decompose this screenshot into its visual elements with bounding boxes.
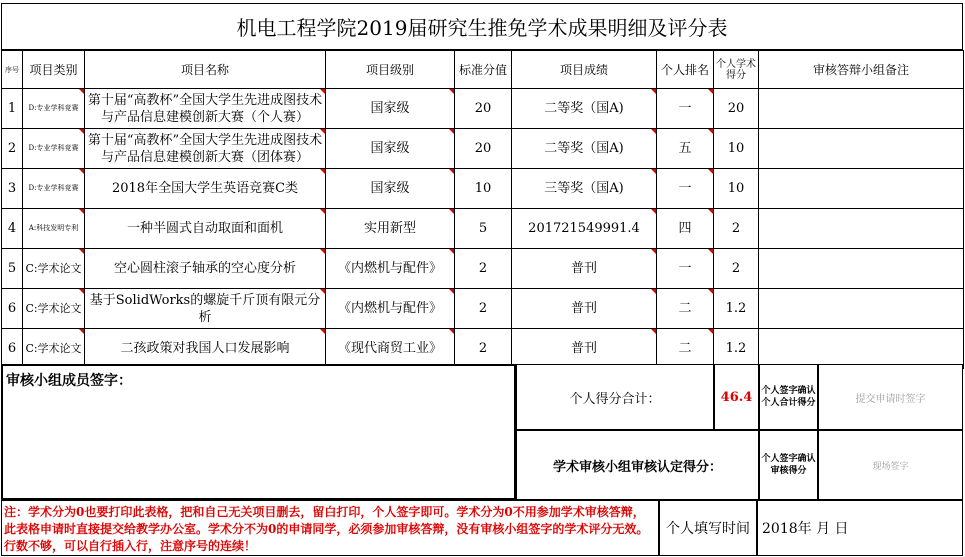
row-seq: 6 <box>2 329 23 369</box>
row-personal-score: 1.2 <box>714 289 759 329</box>
row-remarks[interactable] <box>759 329 964 369</box>
row-standard-score: 10 <box>455 169 512 209</box>
header-seq: 序号 <box>2 51 23 89</box>
review-score-label: 学术审核小组审核认定得分： <box>516 430 759 500</box>
header-level: 项目级别 <box>326 51 455 89</box>
row-standard-score: 2 <box>455 329 512 369</box>
row-name: 二孩政策对我国人口发展影响 <box>85 329 326 369</box>
row-rank: 一 <box>657 169 714 209</box>
sheet-title: 机电工程学院2019届研究生推免学术成果明细及评分表 <box>1 3 963 50</box>
row-remarks[interactable] <box>759 169 964 209</box>
row-seq: 2 <box>2 129 23 169</box>
row-rank: 一 <box>657 249 714 289</box>
header-name: 项目名称 <box>85 51 326 89</box>
submit-sign-field[interactable]: 提交申请时签字 <box>818 364 963 430</box>
signature-label: 审核小组成员签字： <box>6 373 132 389</box>
row-standard-score: 20 <box>455 89 512 129</box>
total-value: 46.4 <box>714 364 759 430</box>
row-remarks[interactable] <box>759 249 964 289</box>
table-row <box>2 169 964 209</box>
table-row <box>2 209 964 249</box>
row-result: 201721549991.4 <box>512 209 657 249</box>
row-category: D:专业学科竞赛 <box>23 89 85 129</box>
row-personal-score: 10 <box>714 129 759 169</box>
row-level: 国家级 <box>326 89 455 129</box>
header-category: 项目类别 <box>23 51 85 89</box>
row-seq: 5 <box>2 249 23 289</box>
row-rank: 二 <box>657 329 714 369</box>
header-personal-score: 个人学术得分 <box>714 51 759 89</box>
row-level: 《内燃机与配件》 <box>326 289 455 329</box>
header-result: 项目成绩 <box>512 51 657 89</box>
row-name: 2018年全国大学生英语竞赛C类 <box>85 169 326 209</box>
fill-time-field[interactable]: 2018年 月 日 <box>757 500 963 556</box>
note-text: 注：学术分为0也要打印此表格，把和自己无关项目删去，留白打印，个人签字即可。学术分为0不用参加学术审核答辩，此表格申请时直接提交给教学办公室。学术分不为0的申请同学，必须参加审核答辩，没有审核小组签字的学术评分无效。行数不够，可以自行插入行，注意序号的连续！ <box>4 505 649 553</box>
row-category: C:学术论文 <box>23 249 85 289</box>
confirm-review-label: 个人签字确认审核得分 <box>759 430 818 500</box>
row-result: 二等奖（国A) <box>512 89 657 129</box>
row-seq: 4 <box>2 209 23 249</box>
table-row <box>2 249 964 289</box>
row-result: 二等奖（国A) <box>512 129 657 169</box>
signature-box[interactable] <box>1 364 516 500</box>
row-level: 《现代商贸工业》 <box>326 329 455 369</box>
row-category: C:学术论文 <box>23 329 85 369</box>
row-category: D:专业学科竞赛 <box>23 169 85 209</box>
row-remarks[interactable] <box>759 289 964 329</box>
row-personal-score: 10 <box>714 169 759 209</box>
row-personal-score: 1.2 <box>714 329 759 369</box>
row-seq: 6 <box>2 289 23 329</box>
row-category: C:学术论文 <box>23 289 85 329</box>
header-standard-score: 标准分值 <box>455 51 512 89</box>
row-result: 普刊 <box>512 249 657 289</box>
row-result: 三等奖（国A) <box>512 169 657 209</box>
row-remarks[interactable] <box>759 209 964 249</box>
row-seq: 1 <box>2 89 23 129</box>
row-seq: 3 <box>2 169 23 209</box>
row-name: 空心圆柱滚子轴承的空心度分析 <box>85 249 326 289</box>
row-name: 第十届“高教杯”全国大学生先进成图技术与产品信息建模创新大赛（团体赛） <box>85 129 326 169</box>
row-remarks[interactable] <box>759 129 964 169</box>
table-row <box>2 89 964 129</box>
row-personal-score: 2 <box>714 209 759 249</box>
table-row <box>2 289 964 329</box>
row-result: 普刊 <box>512 289 657 329</box>
row-category: D:专业学科竞赛 <box>23 129 85 169</box>
row-result: 普刊 <box>512 329 657 369</box>
table-row <box>2 329 964 369</box>
row-rank: 二 <box>657 289 714 329</box>
header-remarks: 审核答辩小组备注 <box>759 51 964 89</box>
row-level: 《内燃机与配件》 <box>326 249 455 289</box>
row-standard-score: 20 <box>455 129 512 169</box>
header-rank: 个人排名 <box>657 51 714 89</box>
row-name: 基于SolidWorks的螺旋千斤顶有限元分析 <box>85 289 326 329</box>
total-label: 个人得分合计： <box>516 364 714 430</box>
row-remarks[interactable] <box>759 89 964 129</box>
row-level: 国家级 <box>326 129 455 169</box>
row-rank: 一 <box>657 89 714 129</box>
note-box <box>1 500 659 556</box>
row-name: 一种半圆式自动取面和面机 <box>85 209 326 249</box>
row-rank: 四 <box>657 209 714 249</box>
row-standard-score: 2 <box>455 289 512 329</box>
table-row <box>2 129 964 169</box>
fill-time-label: 个人填写时间 <box>659 500 757 556</box>
row-level: 实用新型 <box>326 209 455 249</box>
summary-section <box>1 364 963 556</box>
confirm-total-label: 个人签字确认个人合计得分 <box>759 364 818 430</box>
row-personal-score: 20 <box>714 89 759 129</box>
row-name: 第十届“高教杯”全国大学生先进成图技术与产品信息建模创新大赛（个人赛） <box>85 89 326 129</box>
table-header-row <box>2 51 964 89</box>
onsite-sign-field[interactable]: 现场签字 <box>818 430 963 500</box>
row-standard-score: 5 <box>455 209 512 249</box>
results-table <box>1 50 964 369</box>
row-level: 国家级 <box>326 169 455 209</box>
row-personal-score: 2 <box>714 249 759 289</box>
row-rank: 五 <box>657 129 714 169</box>
row-category: A:科技发明专利 <box>23 209 85 249</box>
row-standard-score: 2 <box>455 249 512 289</box>
